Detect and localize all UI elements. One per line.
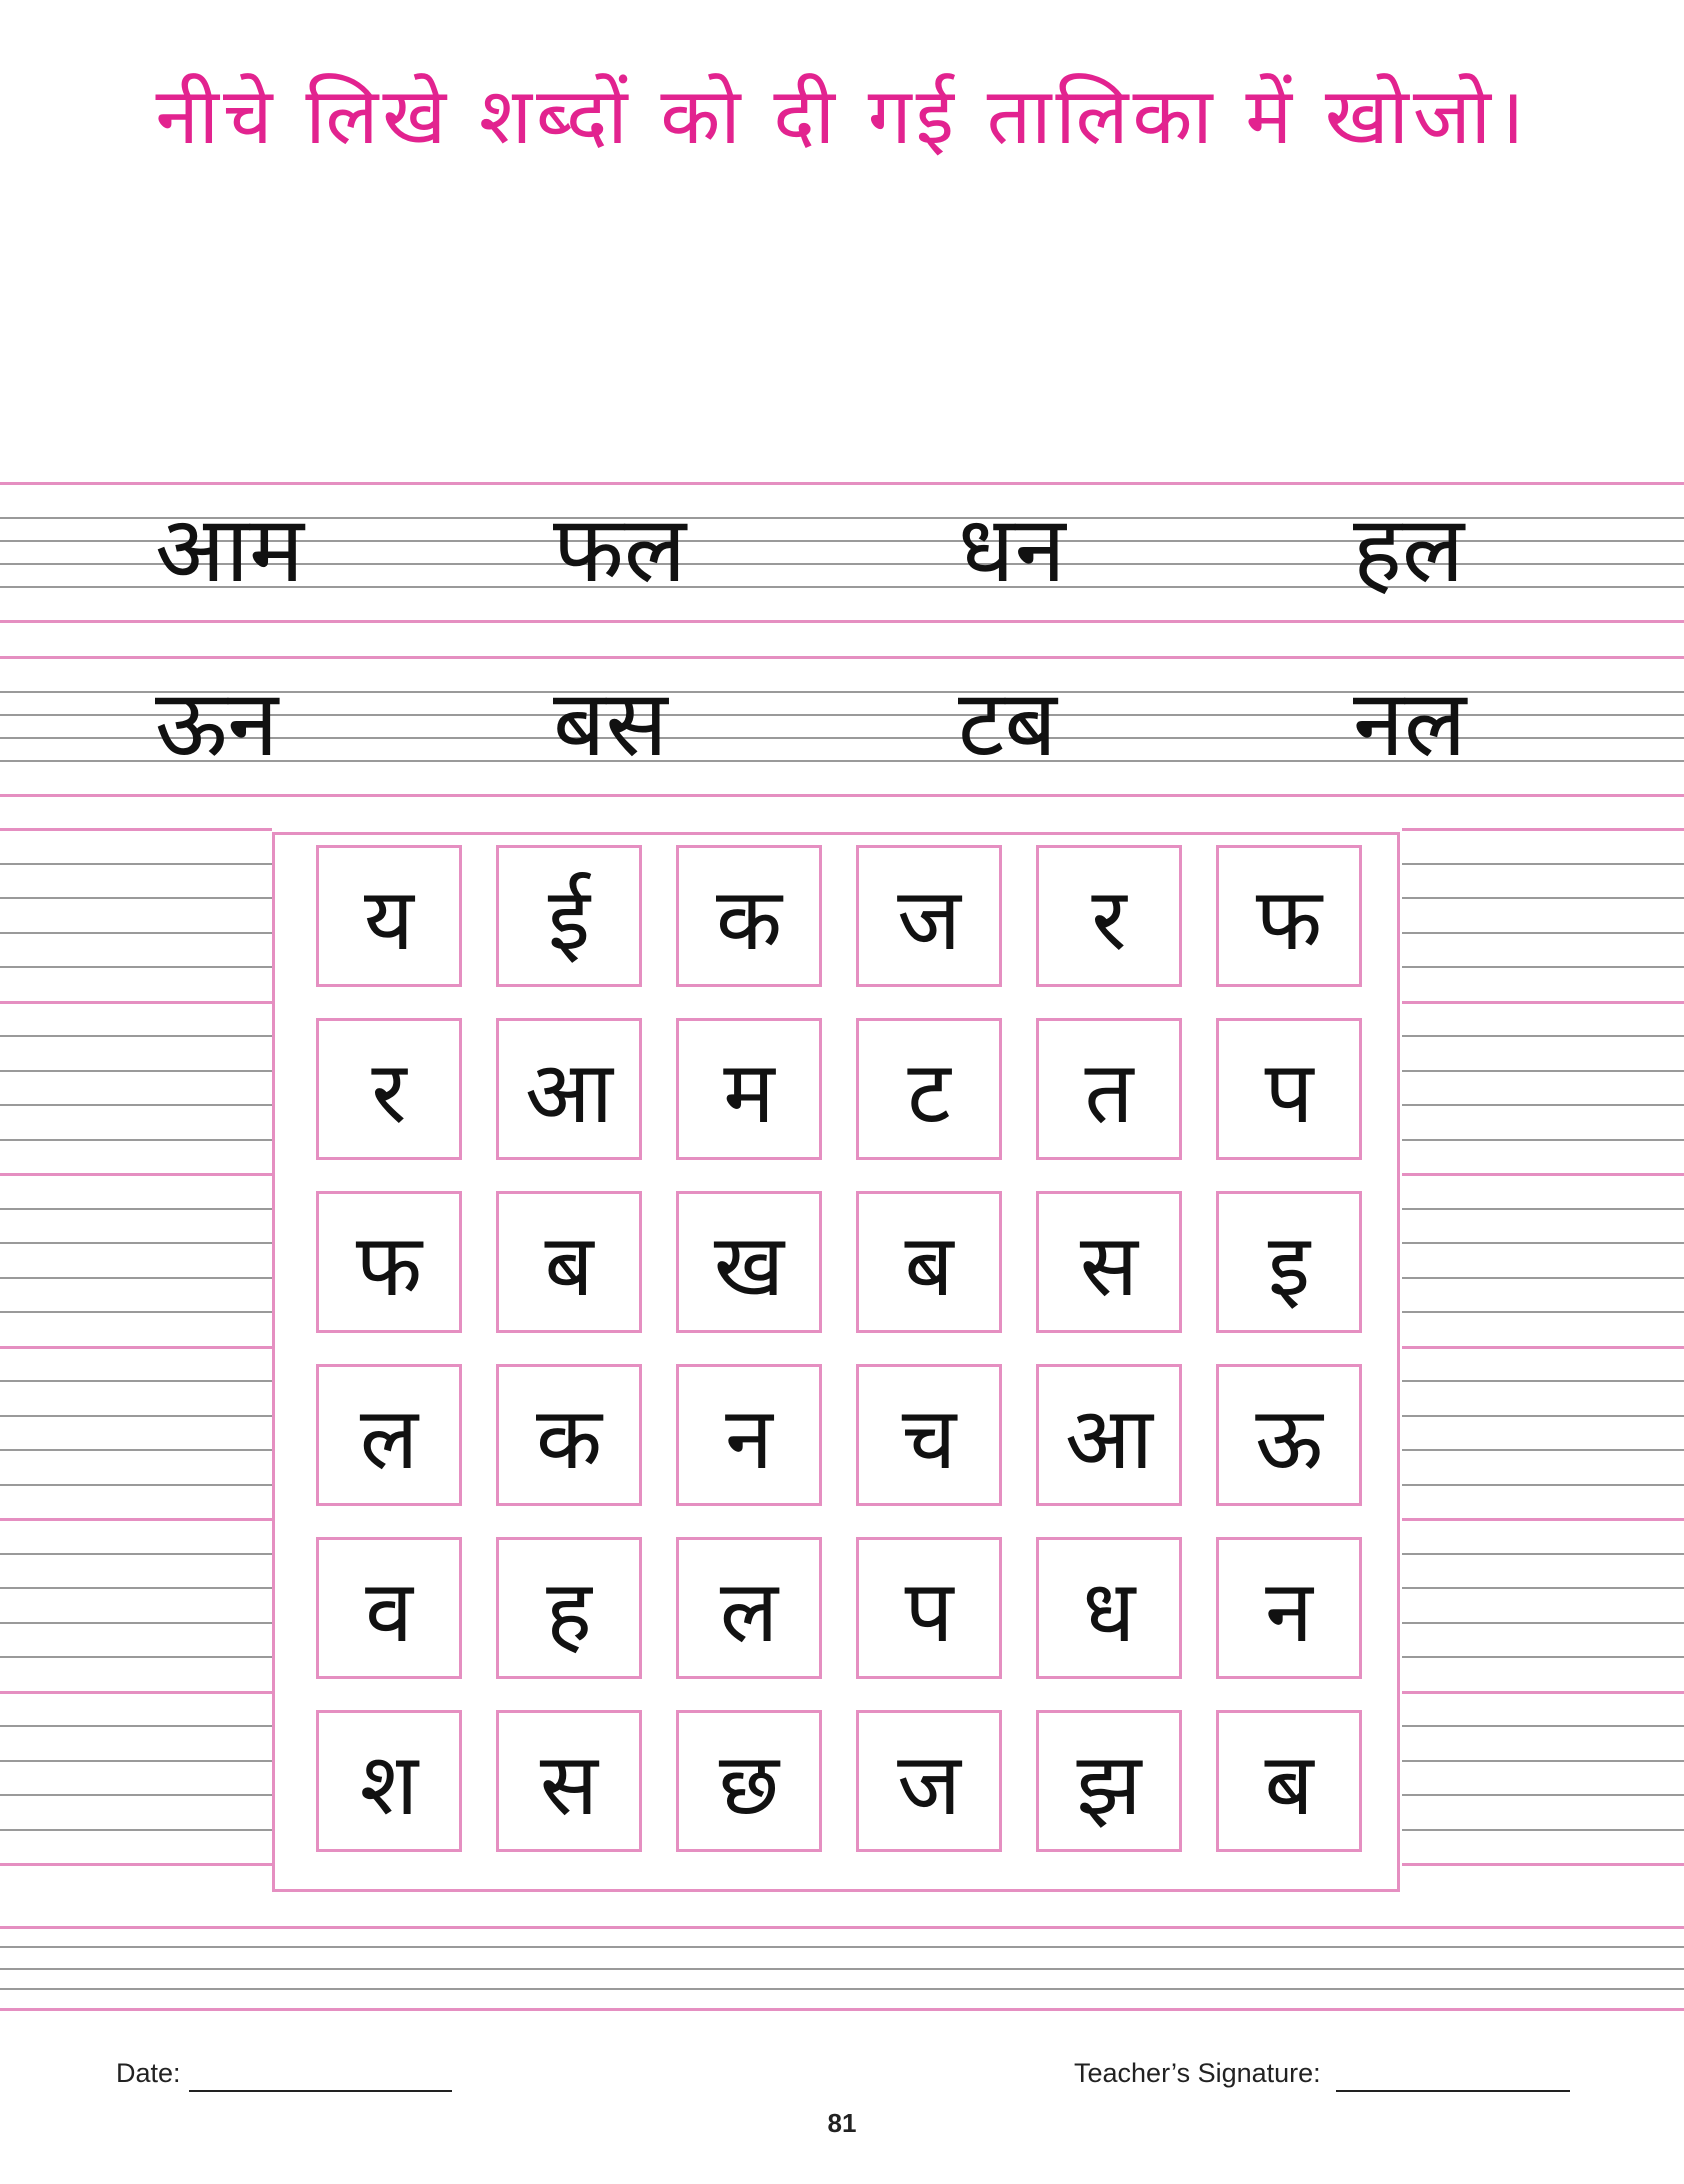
ruled-line bbox=[0, 1587, 272, 1589]
grid-cell[interactable]: ज bbox=[856, 1710, 1002, 1852]
ruled-line bbox=[1402, 897, 1684, 899]
ruled-line bbox=[0, 1070, 272, 1072]
ruled-line bbox=[0, 1277, 272, 1279]
ruled-line bbox=[1402, 1829, 1684, 1831]
grid-cell[interactable]: क bbox=[496, 1364, 642, 1506]
target-word: धन bbox=[958, 496, 1066, 603]
ruled-line bbox=[0, 1104, 272, 1106]
grid-cell[interactable]: न bbox=[676, 1364, 822, 1506]
ruled-line bbox=[0, 1794, 272, 1796]
ruled-line bbox=[0, 1968, 1684, 1970]
target-word: नल bbox=[1353, 670, 1467, 777]
grid-cell[interactable]: ई bbox=[496, 845, 642, 987]
grid-cell[interactable]: इ bbox=[1216, 1191, 1362, 1333]
ruled-line bbox=[0, 932, 272, 934]
ruled-line bbox=[1402, 1415, 1684, 1417]
ruled-line bbox=[1402, 1691, 1684, 1694]
grid-cell[interactable]: फ bbox=[1216, 845, 1362, 987]
ruled-line bbox=[1402, 1001, 1684, 1004]
ruled-line bbox=[0, 1242, 272, 1244]
grid-cell[interactable]: न bbox=[1216, 1537, 1362, 1679]
ruled-line bbox=[1402, 1484, 1684, 1486]
date-label: Date: bbox=[116, 2058, 181, 2088]
ruled-line bbox=[1402, 1346, 1684, 1349]
ruled-line bbox=[0, 1208, 272, 1210]
grid-cell[interactable]: ऊ bbox=[1216, 1364, 1362, 1506]
target-word: बस bbox=[553, 670, 668, 777]
ruled-line bbox=[0, 1311, 272, 1313]
ruled-line bbox=[0, 794, 1684, 797]
ruled-line bbox=[0, 1760, 272, 1762]
grid-cell[interactable]: च bbox=[856, 1364, 1002, 1506]
target-word: फल bbox=[553, 496, 687, 603]
grid-cell[interactable]: ब bbox=[1216, 1710, 1362, 1852]
grid-cell[interactable]: व bbox=[316, 1537, 462, 1679]
ruled-line bbox=[0, 1173, 272, 1176]
grid-cell[interactable]: आ bbox=[1036, 1364, 1182, 1506]
ruled-line bbox=[1402, 1380, 1684, 1382]
page-number: 81 bbox=[827, 2108, 857, 2138]
ruled-line bbox=[0, 1988, 1684, 1990]
grid-cell[interactable]: स bbox=[1036, 1191, 1182, 1333]
ruled-line bbox=[0, 656, 1684, 659]
ruled-line bbox=[0, 1656, 272, 1658]
signature-blank-line bbox=[1336, 2090, 1570, 2092]
ruled-line bbox=[1402, 1725, 1684, 1727]
ruled-line bbox=[1402, 1311, 1684, 1313]
grid-cell[interactable]: र bbox=[1036, 845, 1182, 987]
ruled-line bbox=[0, 1449, 272, 1451]
ruled-line bbox=[1402, 1208, 1684, 1210]
ruled-line bbox=[1402, 1587, 1684, 1589]
grid-cell[interactable]: श bbox=[316, 1710, 462, 1852]
ruled-line bbox=[0, 1139, 272, 1141]
grid-cell[interactable]: ट bbox=[856, 1018, 1002, 1160]
ruled-line bbox=[0, 828, 272, 831]
ruled-line bbox=[1402, 1242, 1684, 1244]
ruled-line bbox=[0, 1518, 272, 1521]
grid-cell[interactable]: ध bbox=[1036, 1537, 1182, 1679]
ruled-line bbox=[0, 1035, 272, 1037]
ruled-line bbox=[1402, 1518, 1684, 1521]
ruled-line bbox=[0, 1380, 272, 1382]
ruled-line bbox=[1402, 1104, 1684, 1106]
grid-cell[interactable]: ज bbox=[856, 845, 1002, 987]
ruled-line bbox=[1402, 1622, 1684, 1624]
ruled-line bbox=[0, 1725, 272, 1727]
ruled-line bbox=[0, 897, 272, 899]
grid-cell[interactable]: प bbox=[1216, 1018, 1362, 1160]
grid-cell[interactable]: य bbox=[316, 845, 462, 987]
ruled-line bbox=[0, 1622, 272, 1624]
ruled-line bbox=[0, 1926, 1684, 1929]
grid-cell[interactable]: ल bbox=[676, 1537, 822, 1679]
ruled-line bbox=[0, 1415, 272, 1417]
ruled-line bbox=[0, 1829, 272, 1831]
ruled-line bbox=[0, 1001, 272, 1004]
ruled-line bbox=[1402, 1449, 1684, 1451]
grid-cell[interactable]: प bbox=[856, 1537, 1002, 1679]
ruled-line bbox=[1402, 1035, 1684, 1037]
ruled-line bbox=[0, 863, 272, 865]
ruled-line bbox=[1402, 932, 1684, 934]
grid-cell[interactable]: म bbox=[676, 1018, 822, 1160]
ruled-line bbox=[1402, 1656, 1684, 1658]
grid-cell[interactable]: त bbox=[1036, 1018, 1182, 1160]
target-word: आम bbox=[155, 496, 305, 603]
grid-cell[interactable]: स bbox=[496, 1710, 642, 1852]
instruction-title: नीचे लिखे शब्दों को दी गई तालिका में खोजो। bbox=[155, 72, 1529, 162]
grid-cell[interactable]: क bbox=[676, 845, 822, 987]
ruled-line bbox=[1402, 1553, 1684, 1555]
ruled-line bbox=[1402, 828, 1684, 831]
ruled-line bbox=[1402, 1139, 1684, 1141]
ruled-line bbox=[1402, 1277, 1684, 1279]
grid-cell[interactable]: छ bbox=[676, 1710, 822, 1852]
ruled-line bbox=[1402, 1863, 1684, 1866]
target-word: ऊन bbox=[155, 670, 279, 777]
ruled-line bbox=[1402, 1070, 1684, 1072]
grid-cell[interactable]: र bbox=[316, 1018, 462, 1160]
grid-cell[interactable]: ब bbox=[856, 1191, 1002, 1333]
ruled-line bbox=[0, 966, 272, 968]
ruled-line bbox=[0, 1484, 272, 1486]
ruled-line bbox=[1402, 863, 1684, 865]
grid-cell[interactable]: ख bbox=[676, 1191, 822, 1333]
ruled-line bbox=[1402, 1173, 1684, 1176]
grid-cell[interactable]: ब bbox=[496, 1191, 642, 1333]
ruled-line bbox=[1402, 1794, 1684, 1796]
ruled-line bbox=[0, 1691, 272, 1694]
ruled-line bbox=[1402, 966, 1684, 968]
ruled-line bbox=[1402, 1760, 1684, 1762]
ruled-line bbox=[0, 1553, 272, 1555]
ruled-line bbox=[0, 1346, 272, 1349]
ruled-line bbox=[0, 1946, 1684, 1948]
target-word: हल bbox=[1353, 496, 1465, 603]
ruled-line bbox=[0, 2008, 1684, 2011]
ruled-line bbox=[0, 620, 1684, 623]
ruled-line bbox=[0, 482, 1684, 485]
date-blank-line bbox=[189, 2090, 452, 2092]
grid-cell[interactable]: फ bbox=[316, 1191, 462, 1333]
grid-cell[interactable]: ह bbox=[496, 1537, 642, 1679]
teacher-signature-label: Teacher’s Signature: bbox=[1074, 2058, 1321, 2088]
ruled-line bbox=[0, 1863, 272, 1866]
grid-cell[interactable]: ल bbox=[316, 1364, 462, 1506]
target-word: टब bbox=[958, 670, 1057, 777]
grid-cell[interactable]: आ bbox=[496, 1018, 642, 1160]
grid-cell[interactable]: झ bbox=[1036, 1710, 1182, 1852]
